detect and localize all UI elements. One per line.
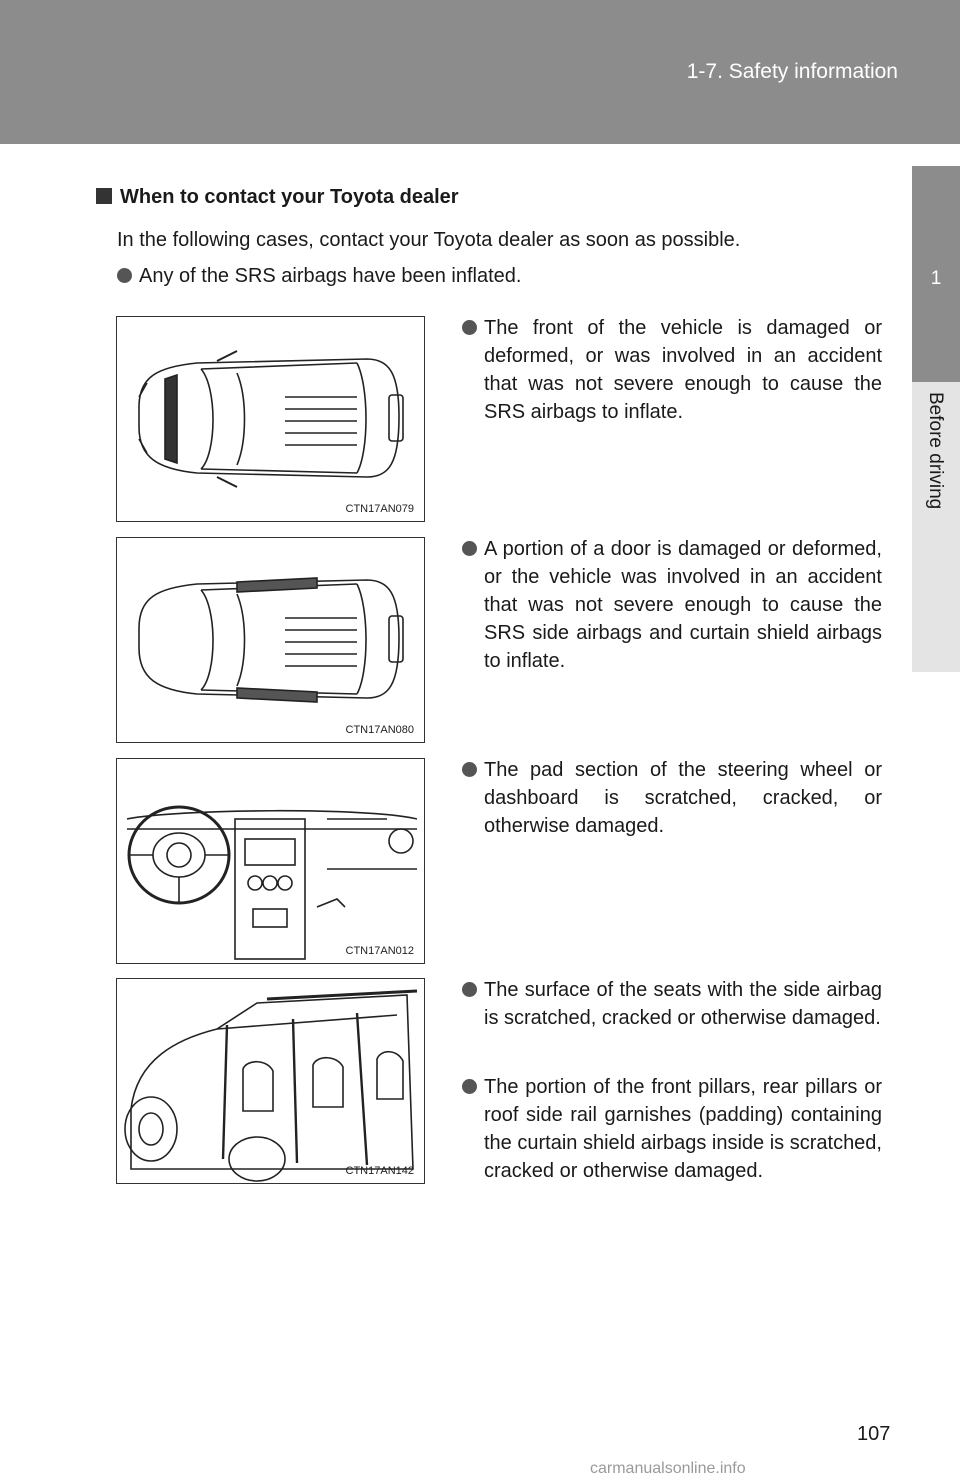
car-top-view-figure <box>116 316 425 522</box>
list-item-text: A portion of a door is damaged or deformed, or the vehicle was involved in an accident that was not severe enough to cause the SRS side airbags and curtain shield airbags to inflate. <box>484 538 882 672</box>
list-item <box>462 314 882 426</box>
figure-code: CTN17AN079 <box>345 503 414 515</box>
vehicle-cutaway-icon <box>117 979 425 1184</box>
circle-bullet-icon <box>117 268 132 283</box>
section-heading-text: When to contact your Toyota dealer <box>120 186 459 208</box>
list-item-text: The portion of the front pillars, rear pillars or roof side rail garnishes (padding) containing the curtain shield airbags inside is scratched, cracked or otherwise damaged. <box>484 1076 882 1182</box>
list-item-text: Any of the SRS airbags have been inflated. <box>139 265 522 287</box>
list-item <box>117 262 817 290</box>
car-top-view-door-figure <box>116 537 425 743</box>
circle-bullet-icon <box>462 1079 477 1094</box>
figure-code: CTN17AN080 <box>345 724 414 736</box>
intro-text: In the following cases, contact your Toyota dealer as soon as possible. <box>117 229 741 251</box>
figure-code: CTN17AN142 <box>345 1165 414 1177</box>
chapter-label: Before driving <box>925 392 946 510</box>
footer-watermark: carmanualsonline.info <box>590 1460 746 1477</box>
list-item <box>462 1073 882 1185</box>
section-heading <box>96 186 459 209</box>
dashboard-figure <box>116 758 425 964</box>
steering-wheel-icon <box>117 759 425 964</box>
car-top-view-icon <box>117 538 425 743</box>
list-item <box>462 535 882 675</box>
circle-bullet-icon <box>462 762 477 777</box>
square-bullet-icon <box>96 188 112 204</box>
circle-bullet-icon <box>462 541 477 556</box>
section-title: 1-7. Safety information <box>686 60 898 83</box>
list-item-text: The front of the vehicle is damaged or deformed, or was involved in an accident that was not severe enough to cause the SRS airbags to inflate. <box>484 317 882 423</box>
list-item <box>462 976 882 1032</box>
list-item-text: The surface of the seats with the side airbag is scratched, cracked or otherwise damaged. <box>484 979 882 1029</box>
vehicle-interior-figure <box>116 978 425 1184</box>
list-item-text: The pad section of the steering wheel or dashboard is scratched, cracked, or otherwise damaged. <box>484 759 882 837</box>
header-band <box>0 0 960 144</box>
circle-bullet-icon <box>462 320 477 335</box>
list-item <box>462 756 882 840</box>
circle-bullet-icon <box>462 982 477 997</box>
figure-code: CTN17AN012 <box>345 945 414 957</box>
chapter-number: 1 <box>930 268 942 289</box>
page-number: 107 <box>857 1423 891 1445</box>
car-top-view-icon <box>117 317 425 522</box>
